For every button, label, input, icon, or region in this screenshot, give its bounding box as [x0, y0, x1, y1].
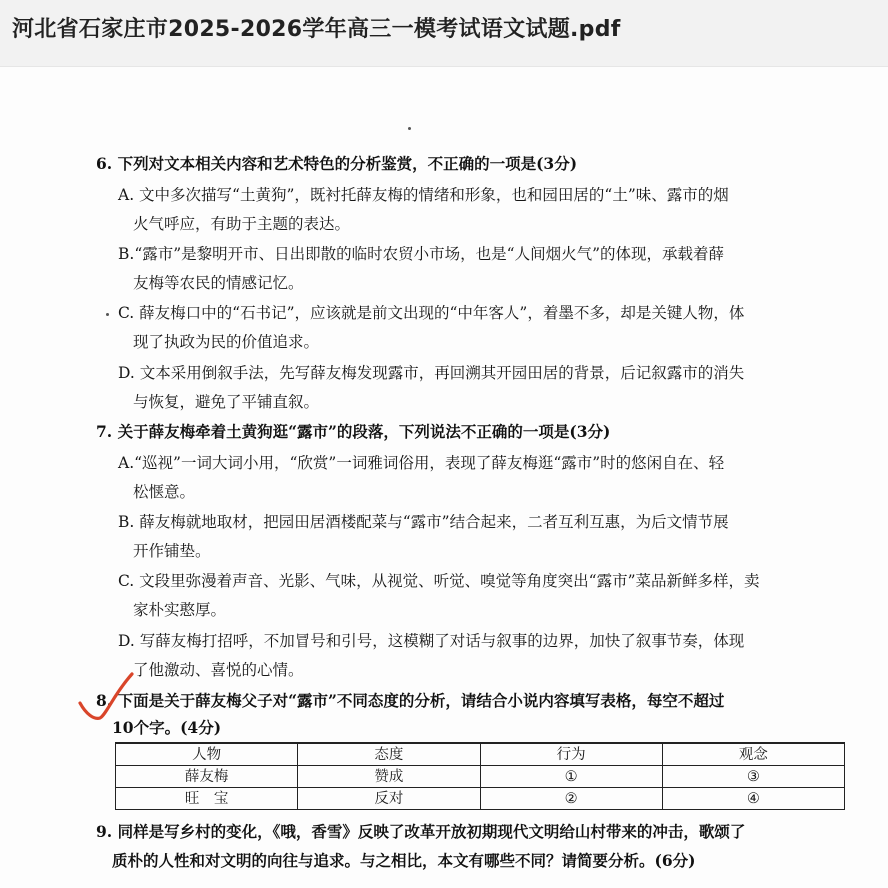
- q7-option-a: A.“巡视”一词大词小用，“欣赏”一词雅词俗用，表现了薛友梅逛“露市”时的悠闲自在、轻: [118, 454, 725, 472]
- red-check-mark: [76, 668, 136, 728]
- table-row: [116, 766, 845, 788]
- table-row: [116, 788, 845, 810]
- table-cell: 赞成: [298, 766, 480, 788]
- q8-answer-table: [115, 742, 845, 810]
- table-header-cell: 人物: [116, 743, 298, 766]
- table-header-cell: 行为: [480, 743, 662, 766]
- q6-option-c: C. 薛友梅口中的“石书记”，应该就是前文出现的“中年客人”，着墨不多，却是关键人物，体: [118, 304, 745, 322]
- question-8-stem-cont: 10个字。(4分): [112, 718, 222, 737]
- q7-option-c: C. 文段里弥漫着声音、光影、气味，从视觉、听觉、嗅觉等角度突出“露市”菜品新鲜多样，卖: [118, 572, 760, 590]
- question-8-stem: 8. 下面是关于薛友梅父子对“露市”不同态度的分析，请结合小说内容填写表格，每空不超过: [96, 691, 725, 710]
- q7-option-d: D. 写薛友梅打招呼，不加冒号和引号，这模糊了对话与叙事的边界，加快了叙事节奏，体现: [118, 632, 745, 650]
- question-9-stem: 9. 同样是写乡村的变化，《哦，香雪》反映了改革开放初期现代文明给山村带来的冲击，歌颂了: [96, 822, 746, 841]
- table-cell: 薛友梅: [116, 766, 298, 788]
- q6-option-c-cont: 现了执政为民的价值追求。: [133, 333, 320, 351]
- q6-option-d: D. 文本采用倒叙手法，先写薛友梅发现露市，再回溯其开园田居的背景，后记叙露市的消失: [118, 364, 745, 382]
- table-cell: ④: [662, 788, 844, 810]
- scan-speck: [408, 127, 411, 130]
- q7-option-c-cont: 家朴实憨厚。: [133, 601, 227, 619]
- q6-option-b-cont: 友梅等农民的情感记忆。: [133, 274, 304, 292]
- table-cell: ①: [480, 766, 662, 788]
- q6-option-a: A. 文中多次描写“土黄狗”，既衬托薛友梅的情绪和形象，也和园田居的“土”味、露市的烟: [118, 186, 729, 204]
- table-cell: 旺 宝: [116, 788, 298, 810]
- scan-speck: [106, 313, 109, 316]
- question-7-stem: 7. 关于薛友梅牵着土黄狗逛“露市”的段落，下列说法不正确的一项是(3分): [96, 422, 611, 441]
- table-cell: 反对: [298, 788, 480, 810]
- question-9-stem-cont: 质朴的人性和对文明的向往与追求。与之相比，本文有哪些不同？请简要分析。(6分): [112, 851, 696, 870]
- q7-option-b-cont: 开作铺垫。: [133, 542, 211, 560]
- q7-option-d-cont: 了他激动、喜悦的心情。: [133, 661, 304, 679]
- q6-option-a-cont: 火气呼应，有助于主题的表达。: [133, 215, 351, 233]
- table-cell: ③: [662, 766, 844, 788]
- table-cell: ②: [480, 788, 662, 810]
- document-title: 河北省石家庄市2025-2026学年高三一模考试语文试题.pdf: [12, 17, 621, 42]
- question-6-stem: 6. 下列对文本相关内容和艺术特色的分析鉴赏，不正确的一项是(3分): [96, 154, 578, 173]
- table-header-cell: 态度: [298, 743, 480, 766]
- title-bar: [0, 0, 888, 67]
- q6-option-d-cont: 与恢复，避免了平铺直叙。: [133, 393, 320, 411]
- q6-option-b: B.“露市”是黎明开市、日出即散的临时农贸小市场，也是“人间烟火气”的体现，承载着薛: [118, 245, 725, 263]
- q7-option-a-cont: 松惬意。: [133, 483, 196, 501]
- q7-option-b: B. 薛友梅就地取材，把园田居酒楼配菜与“露市”结合起来，二者互利互惠，为后文情节展: [118, 513, 729, 531]
- table-header-cell: 观念: [662, 743, 844, 766]
- table-header-row: [116, 743, 845, 766]
